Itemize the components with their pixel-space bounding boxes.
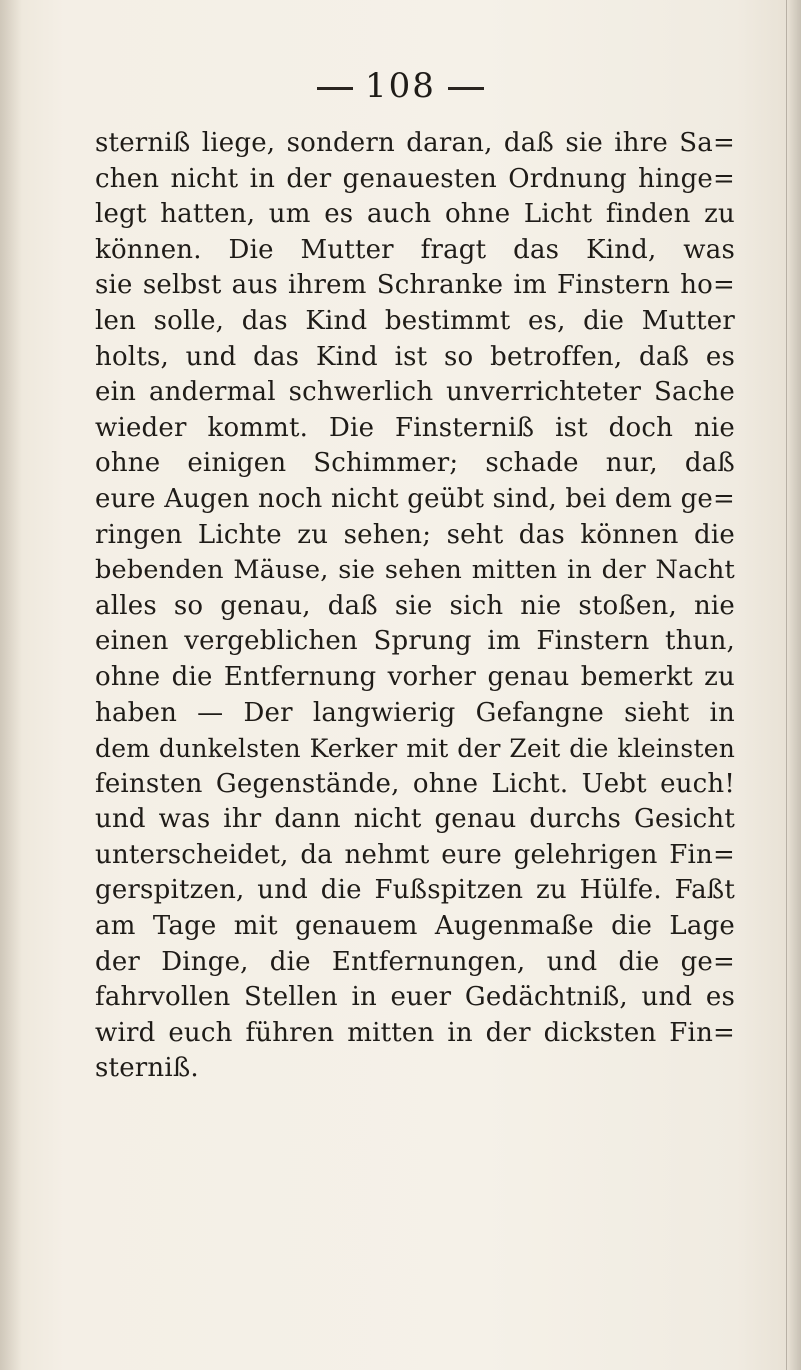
text-line: ohne einigen Schimmer; schade nur, daß bbox=[95, 448, 735, 479]
text-line: unterscheidet, da nehmt eure gelehrigen Fin= bbox=[95, 839, 735, 870]
text-line: alles so genau, daß sie sich nie stoßen, nie bbox=[95, 590, 735, 621]
text-line: ringen Lichte zu sehen; seht das können die bbox=[95, 519, 735, 550]
text-line: ohne die Entfernung vorher genau bemerkt zu bbox=[95, 661, 735, 692]
text-line: eure Augen noch nicht geübt sind, bei dem ge= bbox=[95, 483, 735, 514]
text-line: können. Die Mutter fragt das Kind, was bbox=[95, 234, 735, 265]
text-line: legt hatten, um es auch ohne Licht finden zu bbox=[95, 199, 735, 230]
text-line: der Dinge, die Entfernungen, und die ge= bbox=[95, 946, 735, 977]
text-line: sterniß liege, sondern daran, daß sie ihre Sa= bbox=[95, 128, 735, 158]
text-line: holts, und das Kind ist so betroffen, daß es bbox=[95, 341, 735, 372]
page-header bbox=[0, 66, 801, 106]
text-line: und was ihr dann nicht genau durchs Gesicht bbox=[95, 804, 735, 835]
text-line: sie selbst aus ihrem Schranke im Finstern ho= bbox=[95, 270, 735, 301]
text-line: am Tage mit genauem Augenmaße die Lage bbox=[95, 911, 735, 942]
gutter-shadow bbox=[0, 0, 22, 1370]
text-line: sterniß. bbox=[95, 1053, 199, 1084]
text-line: haben — Der langwierig Gefangne sieht in bbox=[95, 697, 735, 728]
header-dash-left bbox=[317, 87, 353, 90]
text-line: wieder kommt. Die Finsterniß ist doch nie bbox=[95, 412, 735, 443]
page-number: 108 bbox=[365, 66, 436, 106]
text-line: bebenden Mäuse, sie sehen mitten in der Nacht bbox=[95, 555, 735, 586]
text-line: fahrvollen Stellen in euer Gedächtniß, und es bbox=[95, 982, 735, 1013]
text-line: gerspitzen, und die Fußspitzen zu Hülfe. Faßt bbox=[95, 875, 735, 906]
text-line: wird euch führen mitten in der dicksten Fin= bbox=[95, 1017, 735, 1048]
text-line: len solle, das Kind bestimmt es, die Mutter bbox=[95, 305, 735, 336]
text-line: einen vergeblichen Sprung im Finstern thun, bbox=[95, 626, 735, 657]
page-edge bbox=[786, 0, 801, 1370]
text-line: dem dunkelsten Kerker mit der Zeit die kleinsten bbox=[95, 734, 735, 764]
text-line: ein andermal schwerlich unverrichteter Sache bbox=[95, 377, 735, 408]
text-line: chen nicht in der genauesten Ordnung hinge= bbox=[95, 163, 735, 194]
header-dash-right bbox=[448, 87, 484, 90]
body-text bbox=[95, 126, 735, 1087]
text-line: feinsten Gegenstände, ohne Licht. Uebt euch! bbox=[95, 768, 735, 799]
